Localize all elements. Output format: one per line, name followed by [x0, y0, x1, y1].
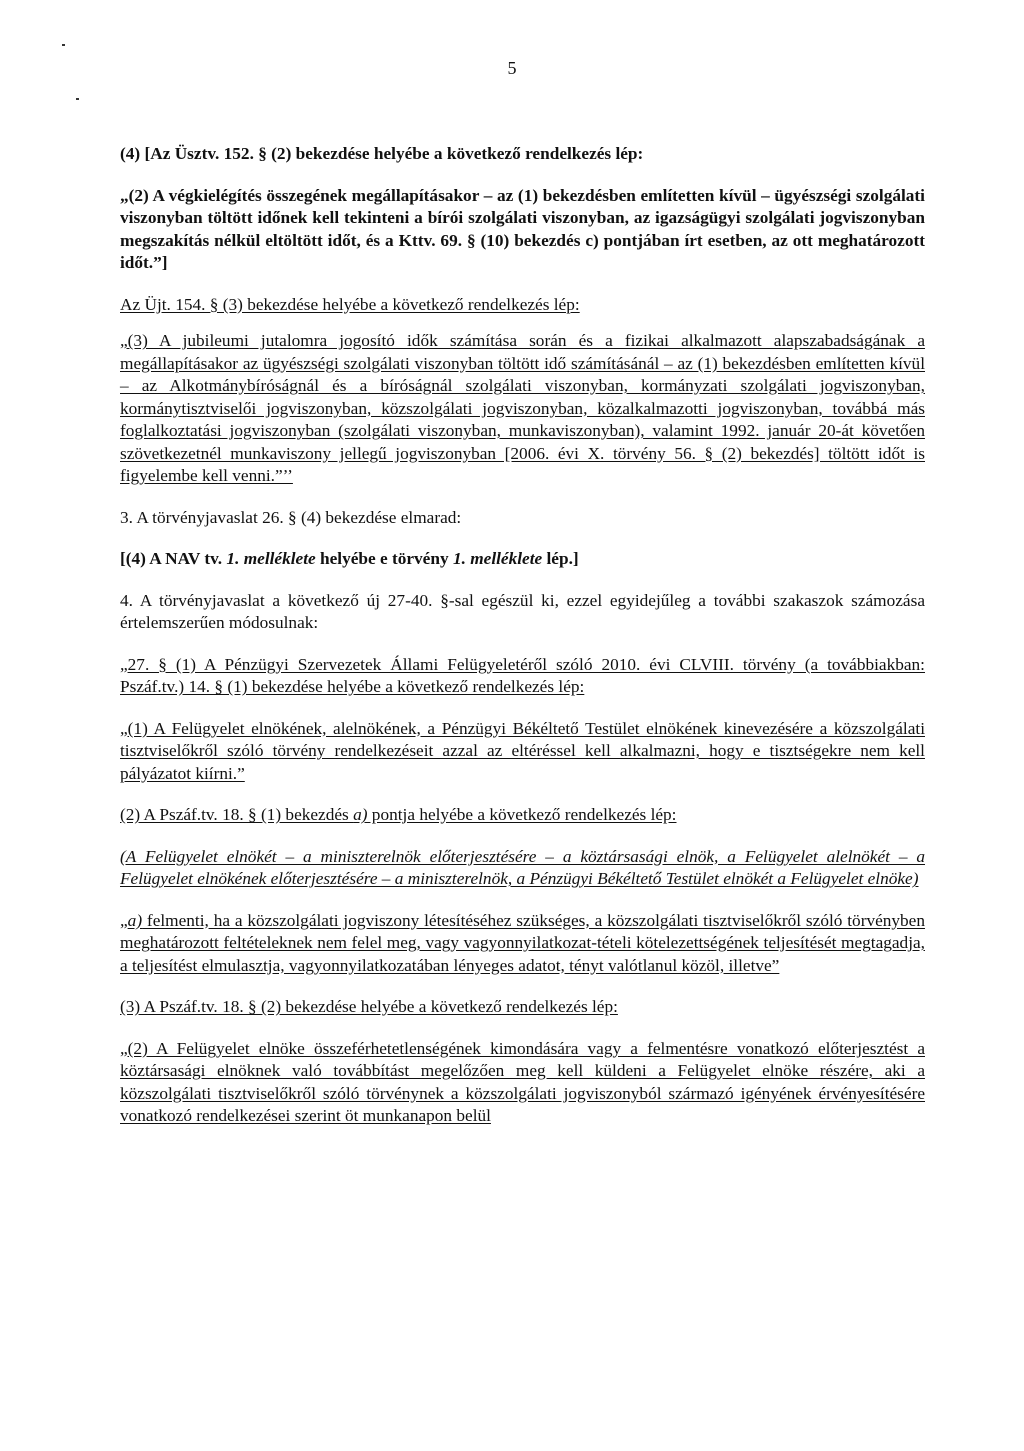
- page-number: 5: [507, 58, 517, 78]
- amendment-text: „27. § (1) A Pénzügyi Szervezetek Állami Felügyeletéről szóló 2010. évi CLVIII. törvény (a továbbiakban: Pszáf.tv.) 14. § (1) bekezdése helyébe a következő rendelkezés lép:: [120, 654, 925, 696]
- amendment-text: „(2) A Felügyelet elnöke összeférhetetlenségének kimondására vagy a felmentésre vonatkozó előterjesztést a köztársasági elnöknek való továbbítást megelőzően meg kell küldeni a Felügyelet elnöke részére, aki a közszolgálati tisztviselőkről szóló törvénynek a közszolgálati jogviszonyból származó igényének érvényesítésére vonatkozó rendelkezései szerint öt munkanapon belül: [120, 1038, 925, 1125]
- amendment-heading: (4) [Az Üsztv. 152. § (2) bekezdése helyébe a következő rendelkezés lép:: [120, 144, 644, 163]
- document-body: [120, 143, 925, 1147]
- amendment-text: „(3) A jubileumi jutalomra jogosító idők számítása során és a fizikai alkalmazott alapszabadságának a megállapításakor az ügyészségi szolgálati viszonyban töltött idő számításánál – az (1) bekezdésben említetten kívül – az Alkotmánybíróságnál és a bíróságnál szolgálati viszonyban, kormányzati szolgálati jogviszonyban, kormánytisztviselői jogviszonyban, közszolgálati jogviszonyban, közalkalmazotti jogviszonyban, továbbá más foglalkoztatási jogviszonyban (szolgálati viszonyban, munkaviszonyban), valamint 1992. január 20-át követően szövetkezetnél munkaviszony jellegű jogviszonyban [2006. évi X. törvény 56. § (2) bekezdés] töltött időt is figyelembe kell venni.”’’: [120, 331, 925, 485]
- numbered-point: 3. A törvényjavaslat 26. § (4) bekezdése elmarad:: [120, 507, 462, 527]
- amendment-heading: (3) A Pszáf.tv. 18. § (2) bekezdése helyébe a következő rendelkezés lép:: [120, 997, 618, 1016]
- amendment-text: [(4) A NAV tv. 1. melléklete helyébe e törvény 1. melléklete lép.]: [120, 549, 579, 568]
- amendment-text: „(1) A Felügyelet elnökének, alelnökének, a Pénzügyi Békéltető Testület elnökének kinevezésére a közszolgálati tisztviselőkről szóló törvény rendelkezéseit azzal az eltéréssel kell alkalmazni, hogy e tisztségekre nem kell pályázatot kiírni.”: [120, 718, 925, 783]
- amendment-text: „a) felmenti, ha a közszolgálati jogviszony létesítéséhez szükséges, a közszolgálati tisztviselőkről szóló törvényben meghatározott feltételeknek nem felel meg, vagy vagyonnyilatkozat-tételi kötelezettségének teljesítését megtagadja, a teljesítést elmulasztja, vagyonnyilatkozatában lényeges adatot, tényt valótlanul közöl, illetve”: [120, 910, 925, 975]
- numbered-point: 4. A törvényjavaslat a következő új 27-40. §-sal egészül ki, ezzel egyidejűleg a további szakaszok számozása értelemszerűen módosulnak:: [120, 590, 925, 632]
- amendment-heading: Az Üjt. 154. § (3) bekezdése helyébe a következő rendelkezés lép:: [120, 294, 580, 314]
- amendment-text: „(2) A végkielégítés összegének megállapításakor – az (1) bekezdésben említetten kívül – ügyészségi szolgálati viszonyban töltött időnek kell tekinteni a bírói szolgálati viszonyban, az igazságügyi szolgálati jogviszonyban megszakítás nélkül eltöltött időt, és a Kttv. 69. § (10) bekezdés c) pontjában írt esetben, az ott meghatározott időt.”]: [120, 185, 925, 272]
- amendment-heading: (2) A Pszáf.tv. 18. § (1) bekezdés a) pontja helyébe a következő rendelkezés lép:: [120, 805, 677, 824]
- scan-speck: [76, 98, 79, 100]
- amendment-text: (A Felügyelet elnökét – a miniszterelnök előterjesztésére – a köztársasági elnök, a Felügyelet alelnökét – a Felügyelet elnökének előterjesztésére – a miniszterelnök, a Pénzügyi Békéltető Testület elnökét a Felügyelet elnöke): [120, 846, 925, 888]
- scan-speck: [62, 44, 65, 46]
